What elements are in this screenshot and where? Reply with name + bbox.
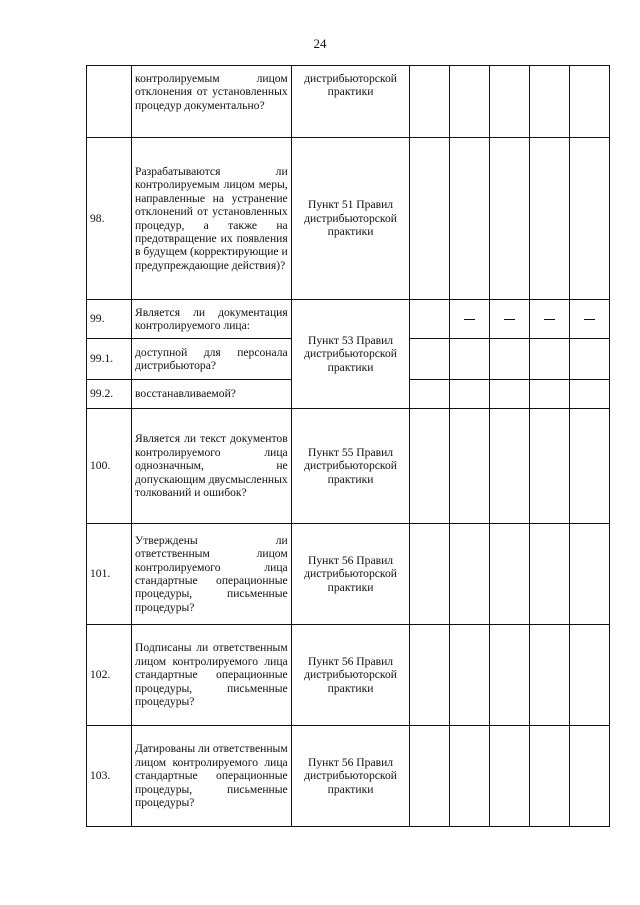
row-number: 100. [87,409,132,524]
answer-cell [410,66,450,138]
checklist-table [86,65,610,827]
row-number: 102. [87,625,132,726]
answer-cell [530,339,570,380]
answer-cell [490,625,530,726]
row-number: 99. [87,300,132,339]
answer-cell [490,138,530,300]
answer-cell [570,380,610,409]
answer-cell [530,409,570,524]
requirement-text: Пункт 56 Правил дистрибьюторской практики [291,726,410,827]
answer-cell [570,138,610,300]
answer-cell [570,524,610,625]
table-row [87,524,610,625]
answer-cell [570,300,610,339]
row-number: 99.1. [87,339,132,380]
answer-cell [410,524,450,625]
table-row [87,300,610,339]
requirement-text: Пункт 53 Правил дистрибьюторской практики [291,300,410,409]
answer-cell [490,726,530,827]
question-text: Подписаны ли ответственным лицом контролируемого лица стандартные операционные процедуры, письменные процедуры? [132,625,292,726]
answer-cell [570,339,610,380]
requirement-text: Пункт 56 Правил дистрибьюторской практики [291,524,410,625]
requirement-text: дистрибьюторской практики [291,66,410,138]
answer-cell [530,625,570,726]
answer-cell [530,66,570,138]
table-row [87,625,610,726]
answer-cell [530,138,570,300]
question-text: Является ли текст документов контролируемого лица однозначным, не допускающим двусмысленных толкований и ошибок? [132,409,292,524]
question-text: Утверждены ли ответственным лицом контролируемого лица стандартные операционные процедуры, письменные процедуры? [132,524,292,625]
row-number [87,66,132,138]
requirement-text: Пункт 55 Правил дистрибьюторской практики [291,409,410,524]
question-text: Разрабатываются ли контролируемым лицом меры, направленные на устранение отклонений от установленных процедур, а также на предотвращение их появления в будущем (корректирующие и предупреждающие действия)? [132,138,292,300]
requirement-text: Пункт 56 Правил дистрибьюторской практики [291,625,410,726]
dash-mark [504,319,515,320]
row-number: 99.2. [87,380,132,409]
answer-cell [450,625,490,726]
question-text: Является ли документация контролируемого лица: [132,300,292,339]
requirement-text: Пункт 51 Правил дистрибьюторской практики [291,138,410,300]
row-number: 98. [87,138,132,300]
answer-cell [450,524,490,625]
dash-mark [584,319,595,320]
table-row [87,409,610,524]
answer-cell [530,300,570,339]
answer-cell [410,726,450,827]
question-text: восстанавливаемой? [132,380,292,409]
answer-cell [410,409,450,524]
answer-cell [450,409,490,524]
answer-cell [530,524,570,625]
dash-mark [544,319,555,320]
answer-cell [490,524,530,625]
answer-cell [530,380,570,409]
question-text: Датированы ли ответственным лицом контролируемого лица стандартные операционные процедуры, письменные процедуры? [132,726,292,827]
answer-cell [570,66,610,138]
answer-cell [450,726,490,827]
row-number: 101. [87,524,132,625]
answer-cell [450,138,490,300]
answer-cell [570,409,610,524]
question-text: контролируемым лицом отклонения от установленных процедур документально? [132,66,292,138]
row-number: 103. [87,726,132,827]
answer-cell [490,380,530,409]
table-row [87,726,610,827]
answer-cell [570,726,610,827]
answer-cell [490,409,530,524]
answer-cell [410,339,450,380]
answer-cell [490,66,530,138]
table-row [87,66,610,138]
answer-cell [490,339,530,380]
answer-cell [570,625,610,726]
answer-cell [410,300,450,339]
answer-cell [410,625,450,726]
answer-cell [450,380,490,409]
table-row [87,138,610,300]
page-number: 24 [313,36,327,51]
answer-cell [450,300,490,339]
answer-cell [410,138,450,300]
question-text: доступной для персонала дистрибьютора? [132,339,292,380]
answer-cell [490,300,530,339]
answer-cell [450,66,490,138]
answer-cell [530,726,570,827]
answer-cell [450,339,490,380]
answer-cell [410,380,450,409]
dash-mark [464,319,475,320]
